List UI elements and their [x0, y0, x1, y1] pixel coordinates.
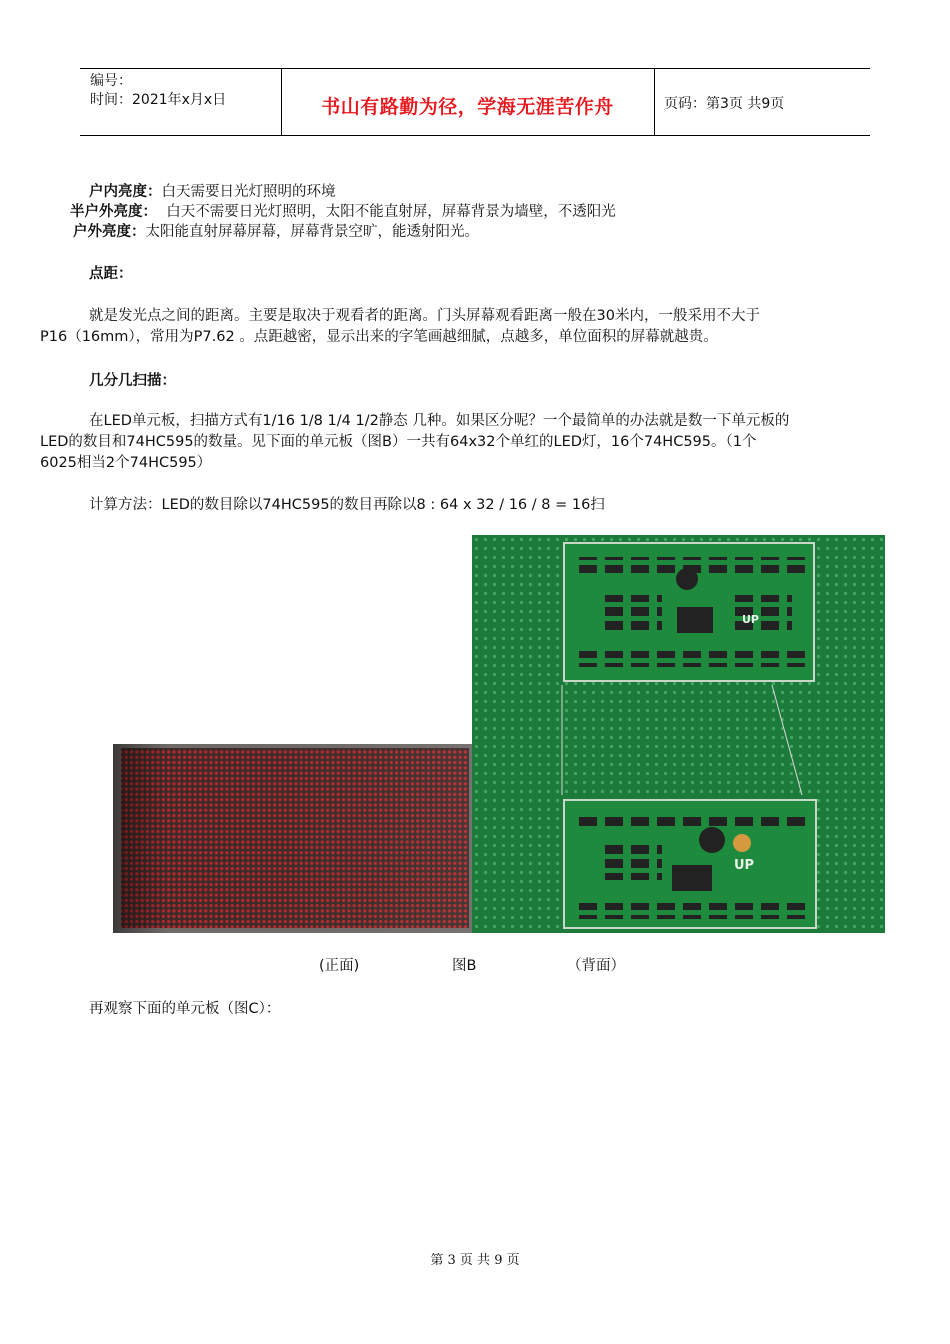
- led-matrix-image: [113, 744, 475, 933]
- outdoor-brightness-line: [73, 223, 479, 242]
- indoor-brightness-line: [89, 183, 336, 202]
- indoor-brightness-label: 户内亮度：: [89, 184, 162, 200]
- header-page-info: 页码：第3页 共9页: [664, 96, 785, 112]
- semi-outdoor-brightness-text: 白天不需要日光灯照明，太阳不能直射屏，屏幕背景为墙壁，不透阳光: [166, 204, 616, 220]
- doc-number-label: 编号：: [90, 73, 132, 89]
- semi-outdoor-brightness-line: [70, 203, 616, 222]
- led-board-front-photo: [113, 744, 475, 933]
- header-top-rule: [80, 68, 870, 69]
- doc-date: 时间：2021年x月x日: [90, 92, 227, 108]
- figure-b-title: 图B: [452, 958, 477, 974]
- semi-outdoor-brightness-label: 半户外亮度：: [70, 204, 157, 220]
- scan-paragraph-line-3: 6025相当2个74HC595）: [40, 455, 212, 471]
- outdoor-brightness-label: 户外亮度：: [73, 224, 146, 240]
- header-bottom-rule: [80, 135, 870, 136]
- indoor-brightness-text: 白天需要日光灯照明的环境: [161, 184, 336, 200]
- outdoor-brightness-text: 太阳能直射屏幕屏幕，屏幕背景空旷，能透射阳光。: [145, 224, 479, 240]
- led-board-back-photo: [472, 535, 885, 933]
- pitch-heading: 点距：: [89, 266, 133, 282]
- pcb-up-label-lower: UP: [734, 858, 755, 873]
- figure-b-front-caption: (正面): [319, 958, 360, 974]
- pitch-paragraph-line-1: 就是发光点之间的距离。主要是取决于观看者的距离。门头屏幕观看距离一般在30米内，一般采用不大于: [89, 308, 760, 324]
- header-divider-right: [654, 68, 655, 136]
- scan-calculation: 计算方法：LED的数目除以74HC595的数目再除以8 : 64 x 32 / 16 / 8 = 16扫: [89, 497, 605, 513]
- pcb-up-label-upper: UP: [742, 613, 759, 626]
- scan-paragraph-line-2: LED的数目和74HC595的数量。见下面的单元板（图B）一共有64x32个单红的LED灯，16个74HC595。（1个: [40, 434, 757, 450]
- page-footer: 第 3 页 共 9 页: [430, 1253, 520, 1268]
- pcb-back-image: [472, 535, 885, 933]
- pitch-paragraph-line-2: P16（16mm），常用为P7.62 。点距越密，显示出来的字笔画越细腻，点越多，单位面积的屏幕就越贵。: [40, 329, 718, 345]
- scan-paragraph-line-1: 在LED单元板，扫描方式有1/16 1/8 1/4 1/2静态 几种。如果区分呢？一个最简单的办法就是数一下单元板的: [89, 413, 790, 429]
- figure-b-back-caption: （背面）: [567, 958, 625, 974]
- figure-c-intro: 再观察下面的单元板（图C）：: [89, 1001, 281, 1017]
- scan-heading: 几分几扫描：: [89, 373, 176, 389]
- header-motto: 书山有路勤为径，学海无涯苦作舟: [321, 96, 614, 118]
